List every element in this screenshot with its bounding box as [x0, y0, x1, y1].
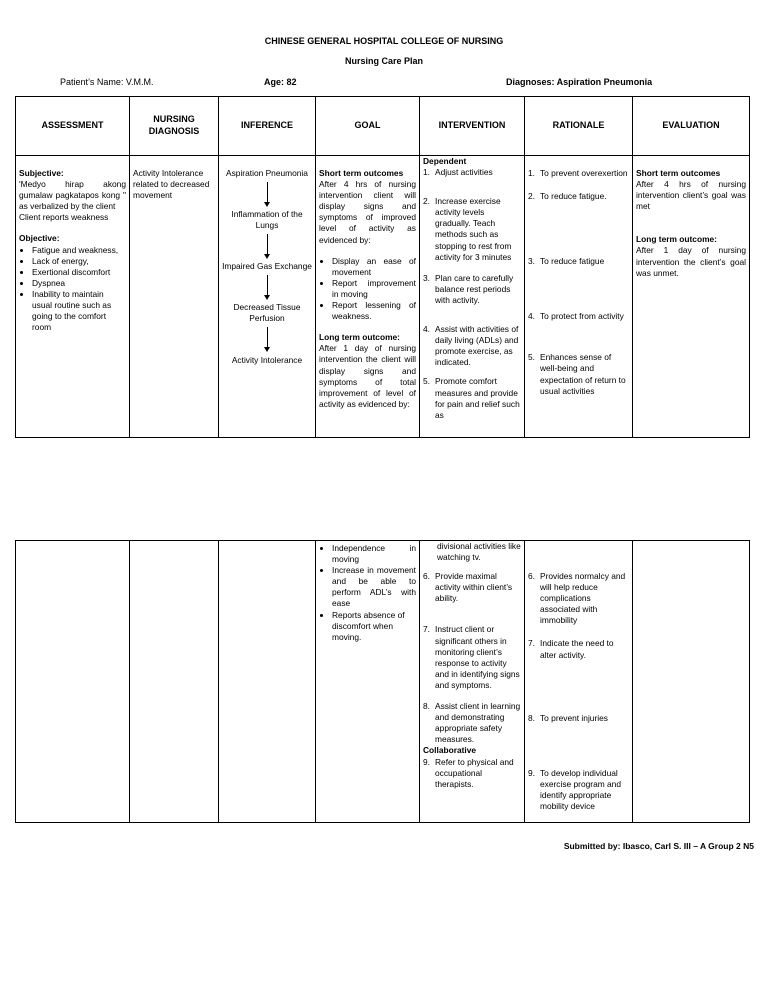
list-item: 3. Plan care to carefully balance rest periods with activity.	[423, 272, 514, 305]
document-title: Nursing Care Plan	[344, 56, 424, 66]
list-item: 1. To prevent overexertion	[528, 168, 628, 178]
header-rationale: RATIONALE	[525, 97, 633, 156]
list-item: • Dyspnea	[32, 278, 126, 289]
list-item: • Reports absence of discomfort when moving.	[332, 610, 416, 643]
goal-long-text: After 1 day of nursing intervention the client will display signs and symptoms of total improvement of level of activity as evidenced by:	[319, 343, 416, 409]
list-item: • Report improvement in moving	[332, 278, 416, 300]
list-item: • Report lessening of weakness.	[332, 300, 416, 322]
patient-age: Age: 82	[264, 77, 297, 87]
list-item: • Increase in movement and be able to perform ADL’s with ease	[332, 565, 416, 609]
list-item: 3. To reduce fatigue	[528, 256, 605, 267]
header-evaluation: EVALUATION	[633, 97, 750, 156]
list-item: 2. Increase exercise activity levels gradually. Teach methods such as stopping to rest from activity for 3 minutes	[423, 196, 512, 262]
list-item: 4. Assist with activities of daily living (ADLs) and promote exercise, as indicated.	[423, 324, 519, 368]
inference-step: Decreased Tissue Perfusion	[233, 302, 301, 324]
inference-cell	[219, 156, 316, 438]
list-item: 5. Enhances sense of well-being and expectation of return to usual activities	[528, 352, 626, 396]
nursing-diagnosis-cell: Activity Intolerance related to decreased movement	[130, 156, 219, 438]
list-item: 5. Promote comfort measures and provide for pain and relief such as	[423, 376, 520, 420]
rationale-cell-cont	[525, 541, 633, 823]
inference-step: Inflammation of the Lungs	[231, 209, 303, 231]
inference-cell-cont	[219, 541, 316, 823]
list-item: 8. Assist client in learning and demonstrating appropriate safety measures.	[423, 701, 521, 745]
list-item: 9. Refer to physical and occupational therapists.	[423, 756, 514, 789]
eval-long-label: Long term outcome:	[636, 234, 717, 245]
nursing-diagnosis-cell-cont	[130, 541, 219, 823]
submitted-by: Submitted by: Ibasco, Carl S. III – A Group 2 N5	[563, 841, 754, 851]
objective-label: Objective:	[19, 233, 60, 244]
list-item: 2. To reduce fatigue.	[528, 191, 607, 202]
assessment-cell	[16, 156, 130, 438]
down-arrow-icon	[222, 325, 312, 355]
eval-short-text: After 4 hrs of nursing intervention client’s goal was met	[636, 179, 746, 212]
evaluation-cell-cont	[633, 541, 750, 823]
header-intervention: INTERVENTION	[420, 97, 525, 156]
diagnoses: Diagnoses: Aspiration Pneumonia	[506, 77, 653, 87]
subjective-note: Client reports weakness	[19, 212, 109, 223]
list-item: • Inability to maintain usual routine such as going to the comfort room	[32, 289, 126, 333]
list-item: • Display an ease of movement	[332, 256, 416, 278]
eval-short-label: Short term outcomes	[636, 168, 721, 178]
list-item: 9. To develop individual exercise program and identify appropriate mobility device	[528, 767, 621, 812]
header-inference: INFERENCE	[219, 97, 316, 156]
goal-short-list	[319, 256, 416, 323]
list-item: • Lack of energy,	[32, 256, 126, 267]
goal-cell-cont	[316, 541, 420, 823]
list-item: 7. Instruct client or significant others in monitoring client’s response to activity and in identifying signs and symptoms.	[423, 624, 520, 690]
dependent-label: Dependent	[423, 156, 467, 166]
list-item: 4. To protect from activity	[528, 311, 624, 322]
patient-name: Patient’s Name: V.M.M.	[60, 77, 154, 87]
intervention-cell-cont	[420, 541, 525, 823]
header-goal: GOAL	[316, 97, 420, 156]
goal-cell	[316, 156, 420, 438]
eval-long-text: After 1 day of nursing intervention the client’s goal was unmet.	[636, 245, 746, 278]
header-nursing-diagnosis: NURSING DIAGNOSIS	[130, 97, 219, 156]
down-arrow-icon	[222, 231, 312, 261]
inference-step: Impaired Gas Exchange	[222, 261, 312, 272]
subjective-label: Subjective:	[19, 168, 64, 178]
list-item: 6. Provide maximal activity within client’s ability.	[423, 571, 513, 604]
care-plan-table-page-2	[15, 540, 750, 823]
goal-short-text: After 4 hrs of nursing intervention client will display signs and symptoms of improved level of activity as evidenced by:	[319, 179, 416, 245]
header-assessment: ASSESSMENT	[16, 97, 130, 156]
inference-step: Activity Intolerance	[231, 354, 303, 365]
intervention-cell	[420, 156, 525, 438]
list-item: • Fatigue and weakness,	[32, 245, 126, 256]
care-plan-table-page-1	[15, 96, 750, 438]
list-item: 6. Provides normalcy and will help reduce complications associated with immobility	[528, 571, 626, 626]
down-arrow-icon	[222, 272, 312, 302]
down-arrow-icon	[222, 179, 312, 209]
collaborative-label: Collaborative	[423, 745, 477, 756]
subjective-quote: 'Medyo hirap akong gumalaw pagkatapos kong " as verbalized by the client	[19, 179, 126, 212]
institution-title: CHINESE GENERAL HOSPITAL COLLEGE OF NURSING	[264, 36, 504, 46]
goal-long-label: Long term outcome:	[319, 332, 400, 343]
inference-step: Aspiration Pneumonia	[226, 168, 308, 178]
list-item: • Exertional discomfort	[32, 267, 126, 278]
goal-short-label: Short term outcomes	[319, 168, 404, 178]
assessment-cell-cont	[16, 541, 130, 823]
list-item: 7. Indicate the need to alter activity.	[528, 638, 614, 660]
objective-list	[19, 245, 126, 334]
list-item: 1. Adjust activities	[423, 167, 493, 178]
rationale-cell	[525, 156, 633, 438]
intervention-5-continued: divisional activities like watching tv.	[437, 541, 521, 563]
list-item: 8. To prevent injuries	[528, 712, 608, 723]
evaluation-cell	[633, 156, 750, 438]
goal-long-list	[319, 543, 416, 643]
list-item: • Independence in moving	[332, 543, 416, 565]
